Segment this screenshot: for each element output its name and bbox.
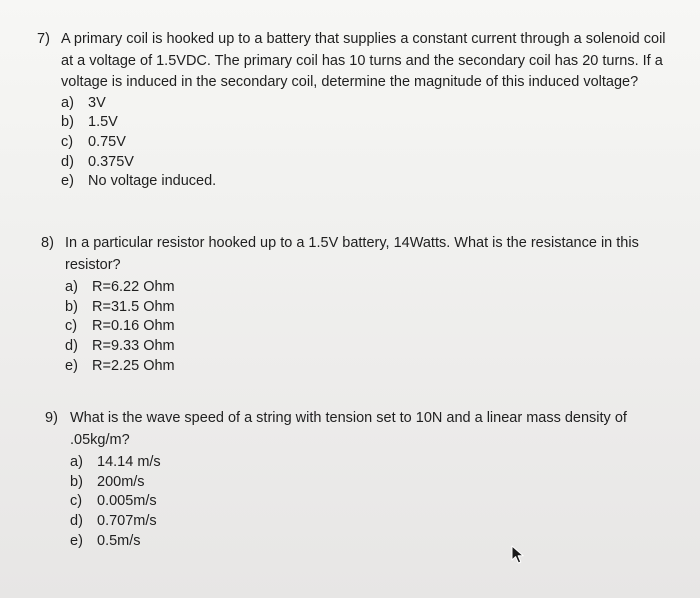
choice-letter: d): [70, 513, 83, 530]
answer-choice-d[interactable]: [61, 153, 677, 173]
answer-choice-e[interactable]: [70, 532, 675, 552]
question-number: 9): [45, 410, 58, 426]
answer-choice-a[interactable]: [65, 278, 671, 298]
choice-text: 14.14 m/s: [97, 454, 161, 470]
choice-letter: c): [61, 133, 74, 150]
choice-text: No voltage induced.: [88, 173, 217, 190]
question-text: In a particular resistor hooked up to a 1.5V battery, 14Watts. What is the resistance in this resistor?: [65, 235, 639, 273]
answer-choices: [70, 453, 675, 552]
answer-choice-b[interactable]: [61, 113, 677, 133]
answer-choice-b[interactable]: [70, 473, 675, 493]
question-8: [41, 233, 671, 377]
question-text: What is the wave speed of a string with tension set to 10N and a linear mass density of .05kg/m?: [70, 410, 627, 448]
choice-text: R=9.33 Ohm: [92, 338, 175, 355]
choice-letter: e): [61, 173, 74, 190]
question-text: A primary coil is hooked up to a battery that supplies a constant current through a solenoid coil at a voltage of 1.5VDC. The primary coil has 10 turns and the secondary coil has 20 turns. If a voltage is induced in the secondary coil, determine the magnitude of this induced voltage?: [61, 31, 666, 90]
choice-text: 0.375V: [88, 153, 134, 170]
choice-letter: d): [65, 338, 78, 355]
choice-letter: b): [61, 114, 74, 131]
choice-text: R=0.16 Ohm: [92, 318, 175, 335]
choice-letter: a): [70, 454, 83, 470]
choice-text: R=31.5 Ohm: [92, 298, 175, 315]
choice-letter: e): [70, 532, 83, 549]
answer-choices: [61, 94, 677, 193]
choice-text: 3V: [88, 94, 106, 111]
choice-text: R=2.25 Ohm: [92, 357, 175, 374]
choice-letter: a): [61, 94, 74, 111]
choice-text: 0.5m/s: [97, 532, 141, 549]
question-number: 7): [37, 31, 50, 47]
mouse-pointer-icon: [511, 545, 527, 565]
choice-letter: b): [65, 298, 78, 315]
answer-choice-b[interactable]: [65, 298, 671, 318]
choice-text: 0.707m/s: [97, 513, 157, 530]
question-7: [37, 29, 677, 192]
choice-text: 1.5V: [88, 114, 118, 131]
answer-choice-a[interactable]: [61, 94, 677, 114]
choice-letter: b): [70, 473, 83, 490]
choice-text: 200m/s: [97, 473, 145, 490]
answer-choice-c[interactable]: [61, 133, 677, 153]
choice-letter: d): [61, 153, 74, 170]
answer-choice-d[interactable]: [65, 337, 671, 357]
question-number: 8): [41, 235, 54, 251]
question-9: [45, 408, 675, 552]
choice-text: 0.75V: [88, 133, 126, 150]
answer-choice-c[interactable]: [70, 492, 675, 512]
choice-letter: c): [70, 493, 83, 510]
answer-choices: [65, 278, 671, 377]
answer-choice-d[interactable]: [70, 512, 675, 532]
choice-text: 0.005m/s: [97, 493, 157, 510]
choice-letter: a): [65, 279, 78, 295]
answer-choice-e[interactable]: [61, 172, 677, 192]
answer-choice-e[interactable]: [65, 357, 671, 377]
answer-choice-c[interactable]: [65, 317, 671, 337]
choice-letter: c): [65, 318, 78, 335]
choice-text: R=6.22 Ohm: [92, 279, 175, 295]
answer-choice-a[interactable]: [70, 453, 675, 473]
choice-letter: e): [65, 357, 78, 374]
